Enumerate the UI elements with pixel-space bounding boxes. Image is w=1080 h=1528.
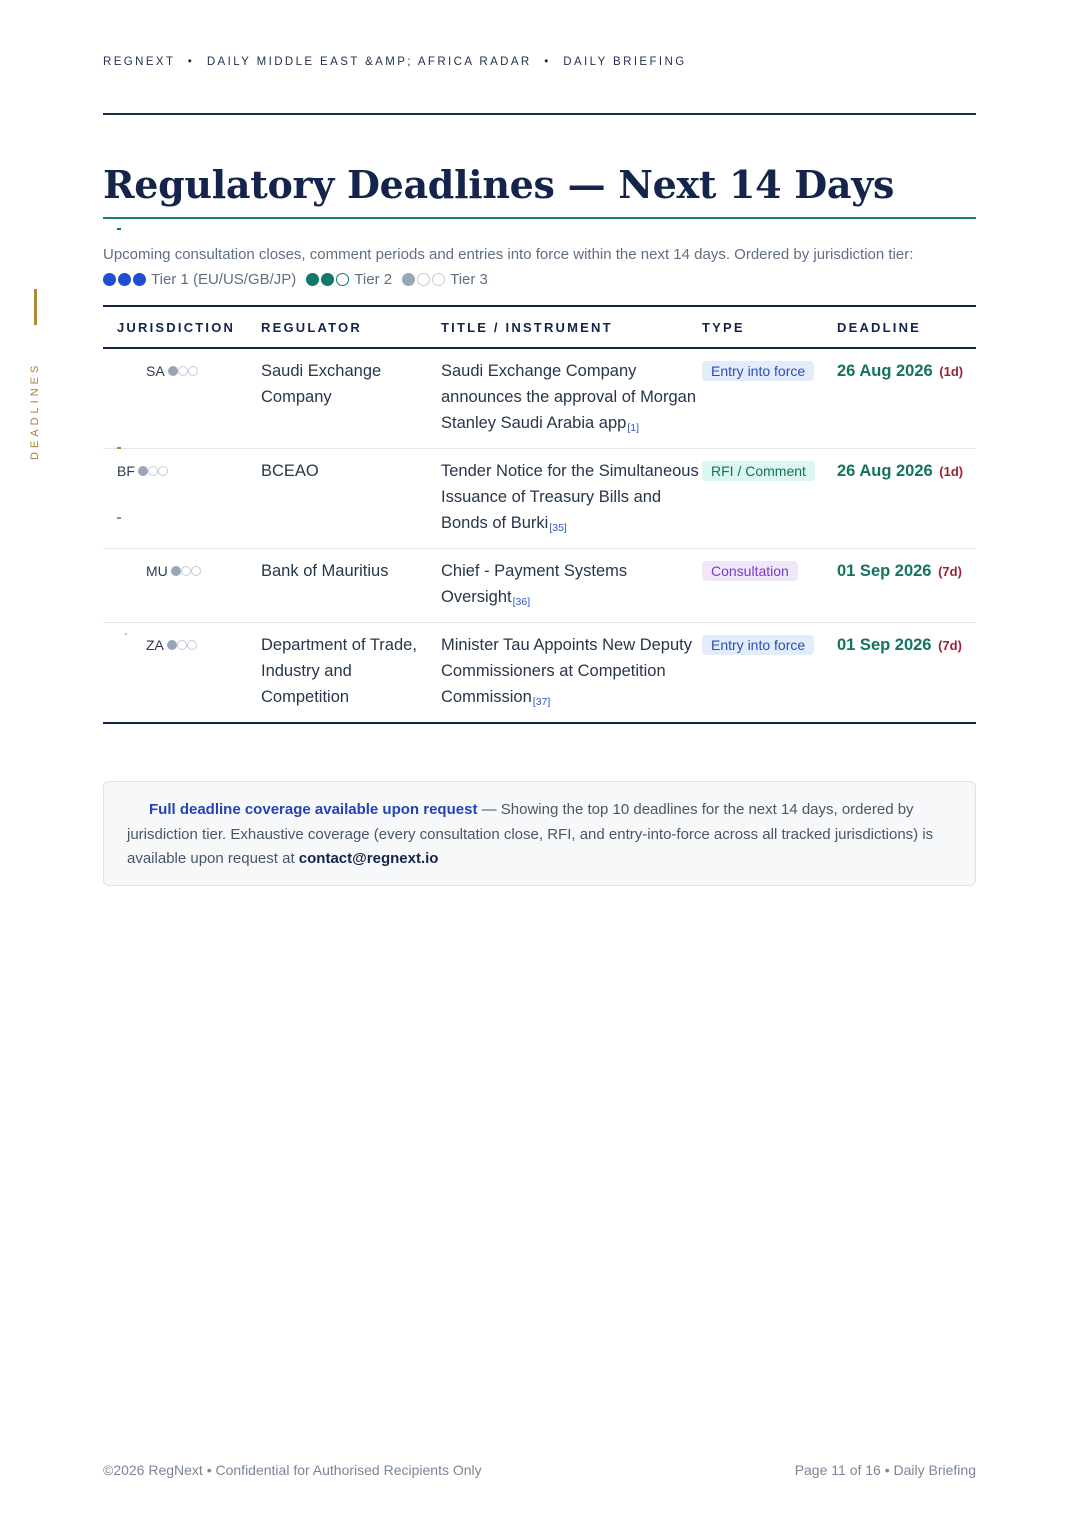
type-badge: Entry into force [702,635,814,655]
table-row [103,623,976,724]
type-badge: Entry into force [702,361,814,381]
tier-dot-filled-icon [168,366,178,376]
title-cell [441,623,702,724]
tier-dot-filled-icon [321,273,334,286]
tier-dot-filled-icon [402,273,415,286]
jurisdiction-code: MU [146,563,168,579]
tier-dot-filled-icon [118,273,131,286]
page-title: Regulatory Deadlines — Next 14 Days [103,162,895,207]
deadline-cell [837,623,976,724]
intro-text: Upcoming consultation closes, comment periods and entries into force within the next 14 days. Ordered by jurisdiction tier: [103,246,914,263]
regulator-cell: Bank of Mauritius [261,549,441,623]
jurisdiction-code: BF [117,463,135,479]
tier-dot-empty-icon [178,366,188,376]
jurisdiction-cell [117,458,261,484]
tier-dot-filled-icon [306,273,319,286]
jurisdiction-cell [146,632,261,658]
header-separator: • [187,56,195,68]
column-header-regulator: REGULATOR [261,306,441,348]
tier-dot-empty-icon [148,466,158,476]
decorative-tick [125,633,127,635]
days-remaining: (7d) [938,564,962,579]
type-cell [702,348,837,449]
footer-copyright: ©2026 RegNext • Confidential for Authorised Recipients Only [103,1462,482,1478]
legend-tier-3 [402,267,488,292]
regulator-cell: BCEAO [261,449,441,549]
days-remaining: (1d) [939,364,964,379]
table-row [103,348,976,449]
days-remaining: (7d) [938,638,962,653]
header-divider [103,113,976,115]
side-accent-bar [34,289,37,325]
table-header-row [103,306,976,348]
jurisdiction-cell [146,358,261,384]
header-section: DAILY BRIEFING [563,56,687,68]
tier-dot-empty-icon [181,566,191,576]
tier-dot-empty-icon [177,640,187,650]
instrument-title: Chief - Payment Systems Oversight [441,562,628,606]
jurisdiction-code: SA [146,363,165,379]
type-badge: RFI / Comment [702,461,815,481]
tier-dot-empty-icon [187,640,197,650]
reference-link[interactable]: [36] [512,596,531,608]
deadline-date: 01 Sep 2026 [837,636,932,654]
coverage-note-body: — Showing the top 10 deadlines for the next 14 days, ordered by jurisdiction tier. Exhaustive coverage (every consultation close, RFI, and entry-into-force across all tracked jurisdictions) is available upon request at [127,801,934,867]
tier-dot-empty-icon [188,366,198,376]
type-cell [702,623,837,724]
tier-dot-filled-icon [133,273,146,286]
deadline-cell [837,348,976,449]
type-cell [702,549,837,623]
tier-dot-empty-icon [191,566,201,576]
instrument-title: Tender Notice for the Simultaneous Issuance of Treasury Bills and Bonds of Burki [441,462,699,532]
header-publication: DAILY MIDDLE EAST &AMP; AFRICA RADAR [206,56,532,68]
tier-dot-empty-icon [336,273,349,286]
intro-block [103,242,983,292]
legend-tier-2-label: Tier 2 [354,271,393,288]
decorative-tick [117,447,121,449]
jurisdiction-cell [146,558,261,584]
reference-link[interactable]: [1] [627,422,639,434]
column-header-title: TITLE / INSTRUMENT [441,306,702,348]
tier-dot-filled-icon [138,466,148,476]
tier-dot-empty-icon [432,273,445,286]
header-brand: REGNEXT [103,56,176,68]
reference-link[interactable]: [37] [532,696,551,708]
title-cell [441,449,702,549]
instrument-title: Minister Tau Appoints New Deputy Commissioners at Competition Commission [441,636,692,706]
jurisdiction-code: ZA [146,637,164,653]
column-header-deadline: DEADLINE [837,306,976,348]
footer-page-number: Page 11 of 16 • Daily Briefing [794,1462,976,1478]
deadline-date: 01 Sep 2026 [837,562,932,580]
table-row [103,549,976,623]
legend-tier-3-label: Tier 3 [450,271,488,288]
coverage-note-lead: Full deadline coverage available upon request [149,801,478,818]
tier-dot-empty-icon [417,273,430,286]
decorative-tick [117,517,121,519]
tier-dot-empty-icon [158,466,168,476]
deadline-date: 26 Aug 2026 [837,462,933,480]
legend-tier-1-label: Tier 1 (EU/US/GB/JP) [151,271,297,288]
deadline-date: 26 Aug 2026 [837,362,933,380]
tier-legend [103,267,983,292]
deadlines-table [103,305,976,724]
header-separator: • [544,56,551,68]
tier-dot-filled-icon [103,273,116,286]
decorative-tick [117,228,121,230]
legend-tier-1 [103,267,296,292]
days-remaining: (1d) [939,464,964,479]
title-cell [441,549,702,623]
side-section-label: DEADLINES [29,361,41,460]
instrument-title: Saudi Exchange Company announces the approval of Morgan Stanley Saudi Arabia app [441,362,697,432]
deadline-cell [837,549,976,623]
title-divider [103,217,976,219]
type-badge: Consultation [702,561,798,581]
legend-tier-2 [306,267,392,292]
tier-dot-filled-icon [167,640,177,650]
column-header-type: TYPE [702,306,837,348]
regulator-cell: Saudi Exchange Company [261,348,441,449]
running-header [103,56,687,68]
table-row [103,449,976,549]
deadline-cell [837,449,976,549]
reference-link[interactable]: [35] [549,522,567,534]
type-cell [702,449,837,549]
column-header-jurisdiction: JURISDICTION [103,306,261,348]
regulator-cell: Department of Trade, Industry and Competition [261,623,441,724]
coverage-note [103,781,976,886]
contact-email-link[interactable]: contact@regnext.io [298,850,439,867]
title-cell [441,348,702,449]
tier-dot-filled-icon [171,566,181,576]
